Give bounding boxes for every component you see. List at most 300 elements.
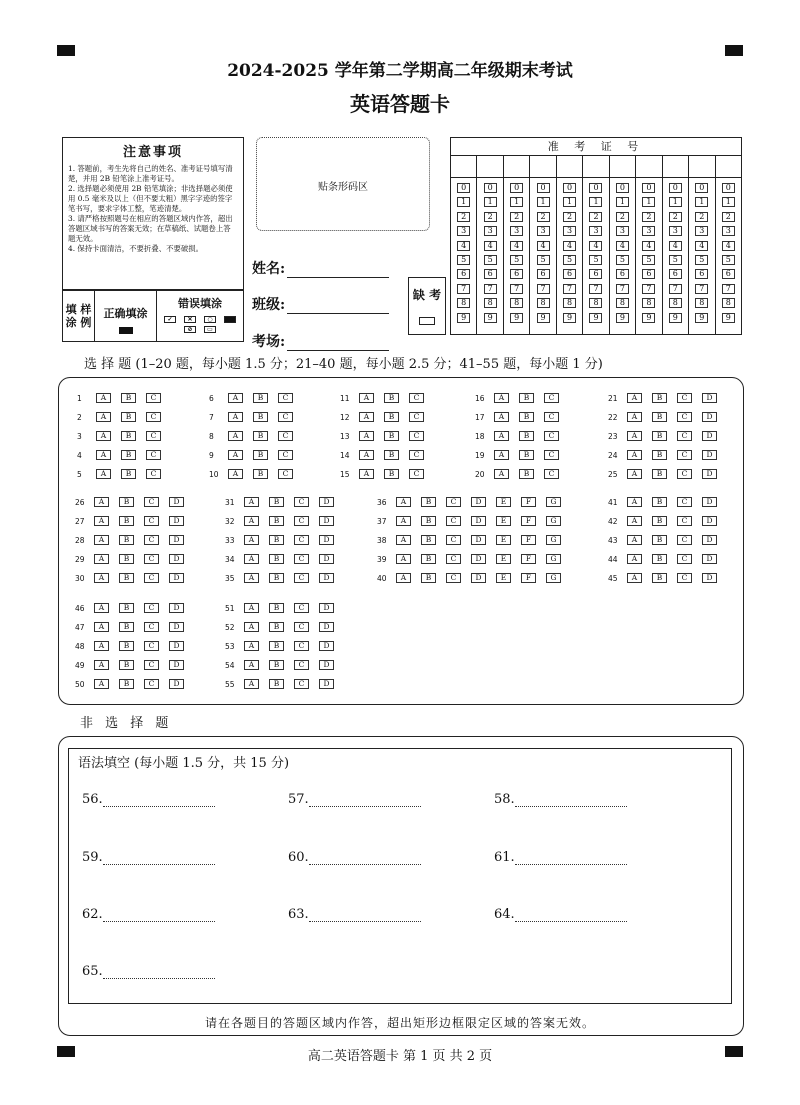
answer-bubble-b[interactable]: B: [119, 497, 134, 507]
exam-id-digit-bubble[interactable]: 4: [695, 241, 708, 251]
answer-bubble-c[interactable]: C: [294, 535, 309, 545]
exam-id-digit-bubble[interactable]: 8: [722, 298, 735, 308]
exam-id-digit-bubble[interactable]: 4: [616, 241, 629, 251]
answer-bubble-b[interactable]: B: [269, 573, 284, 583]
exam-id-write-cell[interactable]: [663, 156, 688, 178]
blank-line[interactable]: [103, 853, 215, 865]
exam-id-digit-bubble[interactable]: 3: [484, 226, 497, 236]
answer-bubble-d[interactable]: D: [169, 679, 184, 689]
exam-id-write-cell[interactable]: [477, 156, 502, 178]
answer-bubble-d[interactable]: D: [319, 603, 334, 613]
answer-bubble-d[interactable]: D: [319, 535, 334, 545]
answer-bubble-a[interactable]: A: [244, 573, 259, 583]
answer-bubble-c[interactable]: C: [146, 412, 161, 422]
blank-line[interactable]: [515, 795, 627, 807]
answer-bubble-c[interactable]: C: [677, 497, 692, 507]
answer-bubble-b[interactable]: B: [652, 393, 667, 403]
exam-id-digit-bubble[interactable]: 6: [537, 269, 550, 279]
exam-id-digit-bubble[interactable]: 2: [484, 212, 497, 222]
exam-id-digit-bubble[interactable]: 8: [537, 298, 550, 308]
answer-bubble-a[interactable]: A: [94, 660, 109, 670]
exam-id-digit-bubble[interactable]: 4: [722, 241, 735, 251]
exam-id-digit-bubble[interactable]: 0: [457, 183, 470, 193]
answer-bubble-b[interactable]: B: [519, 469, 534, 479]
answer-bubble-a[interactable]: A: [94, 497, 109, 507]
blank-line[interactable]: [103, 910, 215, 922]
exam-id-digit-bubble[interactable]: 7: [484, 284, 497, 294]
answer-bubble-b[interactable]: B: [421, 497, 436, 507]
answer-bubble-a[interactable]: A: [228, 450, 243, 460]
answer-bubble-b[interactable]: B: [652, 431, 667, 441]
answer-bubble-d[interactable]: D: [169, 554, 184, 564]
answer-bubble-a[interactable]: A: [396, 497, 411, 507]
answer-bubble-a[interactable]: A: [359, 469, 374, 479]
exam-id-digit-bubble[interactable]: 7: [642, 284, 655, 294]
answer-bubble-a[interactable]: A: [244, 554, 259, 564]
exam-id-digit-bubble[interactable]: 7: [510, 284, 523, 294]
exam-id-digit-bubble[interactable]: 0: [616, 183, 629, 193]
answer-bubble-d[interactable]: D: [319, 497, 334, 507]
answer-bubble-g[interactable]: G: [546, 497, 561, 507]
answer-bubble-b[interactable]: B: [652, 497, 667, 507]
answer-bubble-b[interactable]: B: [119, 660, 134, 670]
exam-id-digit-bubble[interactable]: 1: [537, 197, 550, 207]
exam-id-digit-bubble[interactable]: 5: [642, 255, 655, 265]
exam-id-digit-bubble[interactable]: 1: [722, 197, 735, 207]
answer-bubble-b[interactable]: B: [253, 469, 268, 479]
exam-id-digit-bubble[interactable]: 8: [642, 298, 655, 308]
exam-id-digit-bubble[interactable]: 2: [457, 212, 470, 222]
answer-bubble-a[interactable]: A: [396, 573, 411, 583]
answer-bubble-b[interactable]: B: [119, 554, 134, 564]
answer-bubble-b[interactable]: B: [253, 431, 268, 441]
answer-bubble-a[interactable]: A: [94, 535, 109, 545]
exam-id-digit-bubble[interactable]: 0: [695, 183, 708, 193]
answer-bubble-b[interactable]: B: [121, 469, 136, 479]
answer-bubble-b[interactable]: B: [121, 412, 136, 422]
exam-id-write-cell[interactable]: [557, 156, 582, 178]
exam-id-digit-bubble[interactable]: 4: [589, 241, 602, 251]
answer-bubble-c[interactable]: C: [677, 450, 692, 460]
answer-bubble-d[interactable]: D: [169, 497, 184, 507]
answer-bubble-d[interactable]: D: [702, 573, 717, 583]
blank-line[interactable]: [515, 910, 627, 922]
answer-bubble-b[interactable]: B: [253, 393, 268, 403]
answer-bubble-d[interactable]: D: [702, 516, 717, 526]
answer-bubble-a[interactable]: A: [627, 516, 642, 526]
answer-bubble-c[interactable]: C: [294, 641, 309, 651]
exam-id-digit-bubble[interactable]: 0: [563, 183, 576, 193]
grammar-blank[interactable]: [288, 850, 421, 865]
exam-id-digit-bubble[interactable]: 8: [510, 298, 523, 308]
answer-bubble-a[interactable]: A: [244, 516, 259, 526]
answer-bubble-d[interactable]: D: [471, 516, 486, 526]
answer-bubble-g[interactable]: G: [546, 573, 561, 583]
answer-bubble-d[interactable]: D: [702, 431, 717, 441]
answer-bubble-c[interactable]: C: [544, 431, 559, 441]
exam-id-digit-bubble[interactable]: 1: [616, 197, 629, 207]
answer-bubble-b[interactable]: B: [652, 535, 667, 545]
answer-bubble-a[interactable]: A: [244, 603, 259, 613]
answer-bubble-c[interactable]: C: [144, 679, 159, 689]
name-line[interactable]: [287, 264, 389, 278]
answer-bubble-e[interactable]: E: [496, 554, 511, 564]
answer-bubble-d[interactable]: D: [702, 450, 717, 460]
answer-bubble-b[interactable]: B: [652, 450, 667, 460]
exam-id-digit-bubble[interactable]: 5: [589, 255, 602, 265]
answer-bubble-b[interactable]: B: [421, 535, 436, 545]
exam-id-digit-bubble[interactable]: 7: [563, 284, 576, 294]
answer-bubble-b[interactable]: B: [269, 622, 284, 632]
exam-id-digit-bubble[interactable]: 4: [537, 241, 550, 251]
answer-bubble-c[interactable]: C: [294, 573, 309, 583]
answer-bubble-a[interactable]: A: [627, 450, 642, 460]
exam-id-digit-bubble[interactable]: 2: [669, 212, 682, 222]
exam-id-digit-bubble[interactable]: 6: [616, 269, 629, 279]
exam-id-digit-bubble[interactable]: 8: [484, 298, 497, 308]
answer-bubble-c[interactable]: C: [544, 450, 559, 460]
answer-bubble-b[interactable]: B: [421, 516, 436, 526]
answer-bubble-a[interactable]: A: [96, 450, 111, 460]
exam-id-digit-bubble[interactable]: 7: [589, 284, 602, 294]
answer-bubble-e[interactable]: E: [496, 573, 511, 583]
answer-bubble-d[interactable]: D: [471, 535, 486, 545]
answer-bubble-b[interactable]: B: [519, 431, 534, 441]
exam-id-digit-bubble[interactable]: 1: [642, 197, 655, 207]
blank-line[interactable]: [309, 853, 421, 865]
exam-id-digit-bubble[interactable]: 6: [642, 269, 655, 279]
answer-bubble-b[interactable]: B: [119, 573, 134, 583]
answer-bubble-d[interactable]: D: [702, 393, 717, 403]
exam-id-digit-bubble[interactable]: 6: [484, 269, 497, 279]
grammar-blank[interactable]: [82, 907, 215, 922]
answer-bubble-d[interactable]: D: [319, 573, 334, 583]
exam-id-digit-bubble[interactable]: 3: [616, 226, 629, 236]
answer-bubble-b[interactable]: B: [269, 603, 284, 613]
exam-id-digit-bubble[interactable]: 9: [669, 313, 682, 323]
exam-id-digit-bubble[interactable]: 5: [457, 255, 470, 265]
answer-bubble-c[interactable]: C: [278, 450, 293, 460]
answer-bubble-c[interactable]: C: [409, 412, 424, 422]
exam-id-digit-bubble[interactable]: 7: [537, 284, 550, 294]
blank-line[interactable]: [103, 967, 215, 979]
answer-bubble-b[interactable]: B: [384, 450, 399, 460]
answer-bubble-a[interactable]: A: [96, 412, 111, 422]
answer-bubble-c[interactable]: C: [294, 679, 309, 689]
answer-bubble-a[interactable]: A: [359, 431, 374, 441]
answer-bubble-d[interactable]: D: [471, 497, 486, 507]
blank-line[interactable]: [309, 795, 421, 807]
exam-id-digit-bubble[interactable]: 1: [589, 197, 602, 207]
answer-bubble-c[interactable]: C: [146, 469, 161, 479]
answer-bubble-d[interactable]: D: [702, 497, 717, 507]
answer-bubble-b[interactable]: B: [119, 641, 134, 651]
answer-bubble-d[interactable]: D: [471, 554, 486, 564]
class-line[interactable]: [287, 300, 389, 314]
exam-id-digit-bubble[interactable]: 5: [484, 255, 497, 265]
answer-bubble-c[interactable]: C: [144, 622, 159, 632]
answer-bubble-b[interactable]: B: [269, 516, 284, 526]
exam-id-digit-bubble[interactable]: 5: [695, 255, 708, 265]
answer-bubble-b[interactable]: B: [269, 497, 284, 507]
answer-bubble-b[interactable]: B: [119, 603, 134, 613]
exam-id-digit-bubble[interactable]: 9: [537, 313, 550, 323]
exam-id-digit-bubble[interactable]: 5: [563, 255, 576, 265]
blank-line[interactable]: [103, 795, 215, 807]
exam-id-digit-bubble[interactable]: 4: [669, 241, 682, 251]
grammar-blank[interactable]: [288, 792, 421, 807]
grammar-blank[interactable]: [82, 964, 215, 979]
answer-bubble-c[interactable]: C: [446, 535, 461, 545]
exam-id-digit-bubble[interactable]: 7: [669, 284, 682, 294]
exam-id-write-cell[interactable]: [716, 156, 741, 178]
answer-bubble-d[interactable]: D: [702, 535, 717, 545]
exam-id-digit-bubble[interactable]: 8: [695, 298, 708, 308]
answer-bubble-d[interactable]: D: [702, 554, 717, 564]
answer-bubble-a[interactable]: A: [228, 412, 243, 422]
answer-bubble-a[interactable]: A: [627, 431, 642, 441]
answer-bubble-g[interactable]: G: [546, 554, 561, 564]
answer-bubble-c[interactable]: C: [409, 431, 424, 441]
answer-bubble-b[interactable]: B: [384, 469, 399, 479]
blank-line[interactable]: [515, 853, 627, 865]
answer-bubble-g[interactable]: G: [546, 516, 561, 526]
answer-bubble-e[interactable]: E: [496, 497, 511, 507]
name-field[interactable]: [252, 258, 389, 278]
exam-id-digit-bubble[interactable]: 6: [563, 269, 576, 279]
answer-bubble-a[interactable]: A: [94, 641, 109, 651]
answer-bubble-b[interactable]: B: [652, 554, 667, 564]
answer-bubble-b[interactable]: B: [253, 450, 268, 460]
exam-id-digit-bubble[interactable]: 5: [616, 255, 629, 265]
answer-bubble-c[interactable]: C: [409, 469, 424, 479]
exam-id-digit-bubble[interactable]: 4: [563, 241, 576, 251]
answer-bubble-b[interactable]: B: [253, 412, 268, 422]
answer-bubble-a[interactable]: A: [244, 622, 259, 632]
answer-bubble-a[interactable]: A: [94, 573, 109, 583]
exam-id-digit-bubble[interactable]: 0: [669, 183, 682, 193]
exam-id-digit-bubble[interactable]: 0: [589, 183, 602, 193]
answer-bubble-b[interactable]: B: [384, 431, 399, 441]
exam-id-digit-bubble[interactable]: 8: [457, 298, 470, 308]
answer-bubble-c[interactable]: C: [544, 469, 559, 479]
answer-bubble-c[interactable]: C: [294, 554, 309, 564]
exam-id-digit-bubble[interactable]: 2: [695, 212, 708, 222]
exam-id-digit-bubble[interactable]: 8: [616, 298, 629, 308]
room-line[interactable]: [287, 337, 389, 351]
answer-bubble-b[interactable]: B: [421, 573, 436, 583]
answer-bubble-c[interactable]: C: [294, 622, 309, 632]
exam-id-digit-bubble[interactable]: 4: [642, 241, 655, 251]
answer-bubble-a[interactable]: A: [244, 660, 259, 670]
answer-bubble-a[interactable]: A: [96, 431, 111, 441]
answer-bubble-a[interactable]: A: [96, 393, 111, 403]
exam-id-write-cell[interactable]: [530, 156, 555, 178]
answer-bubble-b[interactable]: B: [121, 393, 136, 403]
exam-id-digit-bubble[interactable]: 9: [722, 313, 735, 323]
exam-id-digit-bubble[interactable]: 1: [484, 197, 497, 207]
exam-id-write-cell[interactable]: [451, 156, 476, 178]
answer-bubble-c[interactable]: C: [409, 450, 424, 460]
answer-bubble-d[interactable]: D: [319, 516, 334, 526]
answer-bubble-a[interactable]: A: [96, 469, 111, 479]
exam-id-digit-bubble[interactable]: 0: [642, 183, 655, 193]
exam-id-digit-bubble[interactable]: 7: [457, 284, 470, 294]
exam-id-digit-bubble[interactable]: 2: [722, 212, 735, 222]
answer-bubble-b[interactable]: B: [652, 469, 667, 479]
exam-id-digit-bubble[interactable]: 7: [616, 284, 629, 294]
exam-id-digit-bubble[interactable]: 5: [722, 255, 735, 265]
answer-bubble-b[interactable]: B: [269, 679, 284, 689]
answer-bubble-a[interactable]: A: [94, 554, 109, 564]
exam-id-digit-bubble[interactable]: 3: [722, 226, 735, 236]
answer-bubble-a[interactable]: A: [94, 679, 109, 689]
answer-bubble-a[interactable]: A: [94, 622, 109, 632]
exam-id-digit-bubble[interactable]: 6: [695, 269, 708, 279]
answer-bubble-e[interactable]: E: [496, 535, 511, 545]
exam-id-digit-bubble[interactable]: 2: [537, 212, 550, 222]
answer-bubble-a[interactable]: A: [396, 554, 411, 564]
answer-bubble-c[interactable]: C: [677, 431, 692, 441]
answer-bubble-a[interactable]: A: [494, 393, 509, 403]
absent-box[interactable]: [408, 277, 446, 335]
answer-bubble-d[interactable]: D: [319, 554, 334, 564]
exam-id-digit-bubble[interactable]: 6: [510, 269, 523, 279]
answer-bubble-b[interactable]: B: [119, 535, 134, 545]
answer-bubble-a[interactable]: A: [627, 573, 642, 583]
answer-bubble-a[interactable]: A: [494, 469, 509, 479]
exam-id-digit-bubble[interactable]: 3: [537, 226, 550, 236]
answer-bubble-a[interactable]: A: [627, 393, 642, 403]
exam-id-digit-bubble[interactable]: 8: [563, 298, 576, 308]
exam-id-digit-bubble[interactable]: 0: [510, 183, 523, 193]
answer-bubble-c[interactable]: C: [144, 660, 159, 670]
exam-id-digit-bubble[interactable]: 1: [510, 197, 523, 207]
exam-id-digit-bubble[interactable]: 7: [695, 284, 708, 294]
exam-id-digit-bubble[interactable]: 2: [616, 212, 629, 222]
answer-bubble-b[interactable]: B: [121, 431, 136, 441]
blank-line[interactable]: [309, 910, 421, 922]
exam-id-digit-bubble[interactable]: 9: [695, 313, 708, 323]
answer-bubble-b[interactable]: B: [269, 554, 284, 564]
exam-id-digit-bubble[interactable]: 0: [722, 183, 735, 193]
answer-bubble-f[interactable]: F: [521, 516, 536, 526]
answer-bubble-c[interactable]: C: [294, 497, 309, 507]
answer-bubble-c[interactable]: C: [294, 516, 309, 526]
exam-id-write-cell[interactable]: [636, 156, 661, 178]
answer-bubble-c[interactable]: C: [146, 393, 161, 403]
answer-bubble-b[interactable]: B: [269, 660, 284, 670]
answer-bubble-a[interactable]: A: [228, 469, 243, 479]
answer-bubble-c[interactable]: C: [144, 641, 159, 651]
answer-bubble-b[interactable]: B: [119, 622, 134, 632]
exam-id-digit-bubble[interactable]: 3: [589, 226, 602, 236]
exam-id-digit-bubble[interactable]: 5: [669, 255, 682, 265]
answer-bubble-c[interactable]: C: [677, 412, 692, 422]
answer-bubble-f[interactable]: F: [521, 554, 536, 564]
answer-bubble-d[interactable]: D: [169, 622, 184, 632]
answer-bubble-c[interactable]: C: [677, 516, 692, 526]
exam-id-digit-bubble[interactable]: 9: [563, 313, 576, 323]
answer-bubble-b[interactable]: B: [384, 412, 399, 422]
answer-bubble-a[interactable]: A: [94, 603, 109, 613]
answer-bubble-b[interactable]: B: [121, 450, 136, 460]
exam-id-digit-bubble[interactable]: 1: [563, 197, 576, 207]
answer-bubble-a[interactable]: A: [359, 393, 374, 403]
answer-bubble-c[interactable]: C: [144, 573, 159, 583]
answer-bubble-b[interactable]: B: [269, 641, 284, 651]
answer-bubble-d[interactable]: D: [319, 622, 334, 632]
exam-id-digit-bubble[interactable]: 9: [589, 313, 602, 323]
exam-id-digit-bubble[interactable]: 3: [510, 226, 523, 236]
answer-bubble-c[interactable]: C: [278, 412, 293, 422]
answer-bubble-c[interactable]: C: [144, 554, 159, 564]
answer-bubble-b[interactable]: B: [421, 554, 436, 564]
answer-bubble-c[interactable]: C: [446, 516, 461, 526]
answer-bubble-b[interactable]: B: [119, 516, 134, 526]
answer-bubble-a[interactable]: A: [627, 412, 642, 422]
answer-bubble-a[interactable]: A: [396, 535, 411, 545]
answer-bubble-b[interactable]: B: [519, 412, 534, 422]
answer-bubble-d[interactable]: D: [169, 516, 184, 526]
exam-id-digit-bubble[interactable]: 4: [510, 241, 523, 251]
answer-bubble-c[interactable]: C: [446, 573, 461, 583]
answer-bubble-a[interactable]: A: [244, 679, 259, 689]
answer-bubble-c[interactable]: C: [677, 573, 692, 583]
answer-bubble-c[interactable]: C: [294, 603, 309, 613]
room-field[interactable]: [252, 331, 389, 351]
answer-bubble-b[interactable]: B: [119, 679, 134, 689]
answer-bubble-a[interactable]: A: [359, 412, 374, 422]
answer-bubble-c[interactable]: C: [294, 660, 309, 670]
answer-bubble-d[interactable]: D: [471, 573, 486, 583]
answer-bubble-a[interactable]: A: [396, 516, 411, 526]
answer-bubble-d[interactable]: D: [702, 412, 717, 422]
answer-bubble-c[interactable]: C: [278, 431, 293, 441]
answer-bubble-f[interactable]: F: [521, 497, 536, 507]
answer-bubble-c[interactable]: C: [409, 393, 424, 403]
exam-id-digit-bubble[interactable]: 5: [537, 255, 550, 265]
answer-bubble-a[interactable]: A: [627, 535, 642, 545]
answer-bubble-a[interactable]: A: [228, 393, 243, 403]
exam-id-digit-bubble[interactable]: 0: [484, 183, 497, 193]
answer-bubble-e[interactable]: E: [496, 516, 511, 526]
answer-bubble-c[interactable]: C: [144, 603, 159, 613]
answer-bubble-c[interactable]: C: [677, 393, 692, 403]
exam-id-digit-bubble[interactable]: 2: [510, 212, 523, 222]
absent-checkbox[interactable]: [419, 317, 435, 325]
answer-bubble-f[interactable]: F: [521, 573, 536, 583]
answer-bubble-c[interactable]: C: [544, 412, 559, 422]
answer-bubble-a[interactable]: A: [244, 535, 259, 545]
exam-id-digit-bubble[interactable]: 6: [669, 269, 682, 279]
exam-id-digit-bubble[interactable]: 3: [695, 226, 708, 236]
answer-bubble-c[interactable]: C: [146, 431, 161, 441]
answer-bubble-d[interactable]: D: [319, 641, 334, 651]
answer-bubble-b[interactable]: B: [384, 393, 399, 403]
answer-bubble-c[interactable]: C: [446, 497, 461, 507]
exam-id-digit-bubble[interactable]: 9: [484, 313, 497, 323]
exam-id-write-cell[interactable]: [504, 156, 529, 178]
grammar-blank[interactable]: [288, 907, 421, 922]
answer-bubble-d[interactable]: D: [169, 573, 184, 583]
answer-bubble-f[interactable]: F: [521, 535, 536, 545]
exam-id-digit-bubble[interactable]: 1: [457, 197, 470, 207]
answer-bubble-a[interactable]: A: [494, 431, 509, 441]
answer-bubble-b[interactable]: B: [652, 573, 667, 583]
exam-id-digit-bubble[interactable]: 6: [457, 269, 470, 279]
grammar-blank[interactable]: [494, 792, 627, 807]
